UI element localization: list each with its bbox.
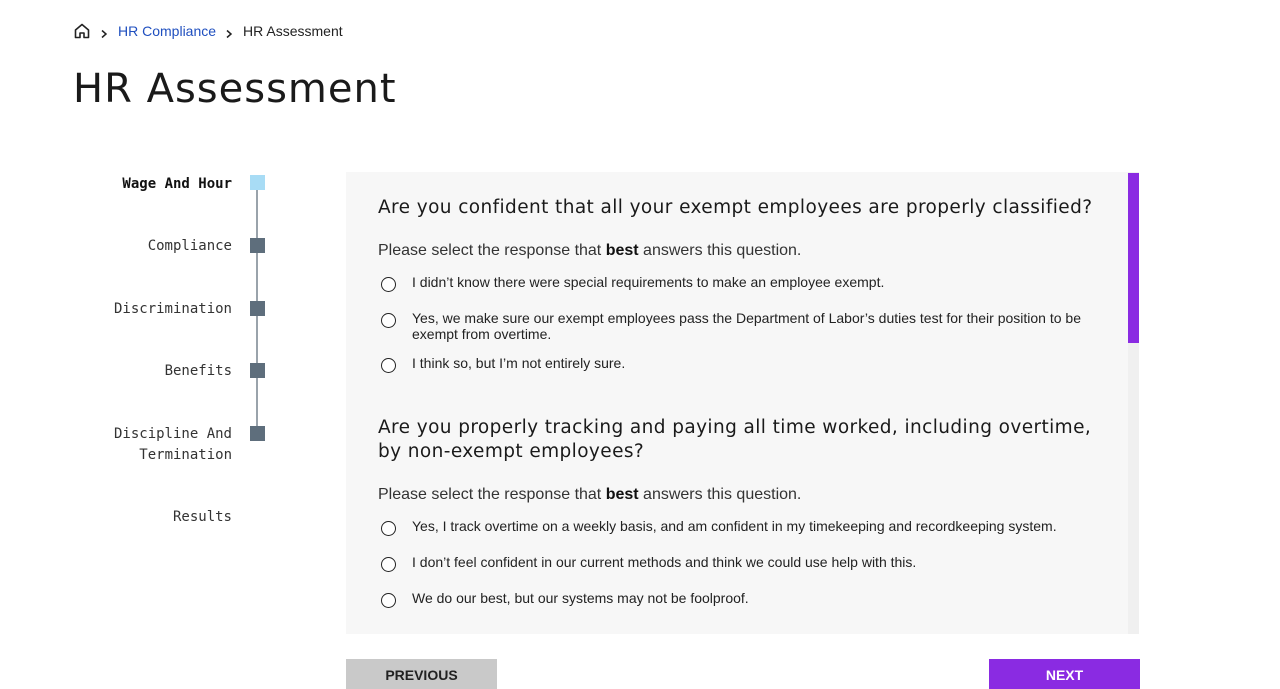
step-label-wage-and-hour: Wage And Hour xyxy=(122,176,232,192)
answer-option[interactable]: I didn’t know there were special requirements to make an employee exempt. xyxy=(378,274,1098,290)
step-label-discrimination: Discrimination xyxy=(113,301,232,317)
step-marker-compliance xyxy=(250,238,265,253)
step-label-results: Results xyxy=(172,509,232,525)
scrollbar-thumb[interactable] xyxy=(1128,173,1139,343)
answer-option[interactable]: Yes, I track overtime on a weekly basis, and am confident in my timekeeping and recordkeeping system. xyxy=(378,518,1098,534)
step-marker-wage-and-hour xyxy=(250,175,265,190)
radio-button[interactable] xyxy=(381,593,396,608)
chevron-right-icon xyxy=(224,26,234,36)
step-marker-benefits xyxy=(250,363,265,378)
step-label-compliance: Compliance xyxy=(147,238,232,254)
radio-button[interactable] xyxy=(381,557,396,572)
page-title: HR Assessment xyxy=(73,66,397,112)
question-2 xyxy=(378,416,1098,606)
home-icon[interactable] xyxy=(73,22,91,40)
radio-button[interactable] xyxy=(381,277,396,292)
answer-option[interactable]: I think so, but I’m not entirely sure. xyxy=(378,355,1098,371)
chevron-right-icon xyxy=(99,26,109,36)
previous-button[interactable]: PREVIOUS xyxy=(346,659,497,689)
answer-option[interactable]: We do our best, but our systems may not be foolproof. xyxy=(378,590,1098,606)
step-label-benefits: Benefits xyxy=(164,363,232,379)
step-marker-discipline-and-termination xyxy=(250,426,265,441)
radio-button[interactable] xyxy=(381,313,396,328)
step-label-discipline-and-termination: Discipline And Termination xyxy=(113,426,232,463)
breadcrumb xyxy=(73,21,343,41)
answer-option[interactable]: I don’t feel confident in our current methods and think we could use help with this. xyxy=(378,554,1098,570)
answer-option[interactable]: Yes, we make sure our exempt employees pass the Department of Labor’s duties test for their position to be exempt from overtime. xyxy=(378,310,1098,342)
radio-button[interactable] xyxy=(381,358,396,373)
step-marker-discrimination xyxy=(250,301,265,316)
question-prompt: Please select the response that best answers this question. xyxy=(378,242,802,259)
question-prompt: Please select the response that best answers this question. xyxy=(378,486,802,503)
breadcrumb-link-hr-compliance[interactable]: HR Compliance xyxy=(118,23,217,39)
progress-stepper xyxy=(0,170,280,550)
question-title: Are you confident that all your exempt employees are properly classified? xyxy=(378,197,1093,218)
breadcrumb-current: HR Assessment xyxy=(243,23,343,39)
question-title: Are you properly tracking and paying all time worked, including overtime, by non-exempt employees? xyxy=(378,417,1092,462)
scrollbar[interactable] xyxy=(1128,172,1139,634)
radio-button[interactable] xyxy=(381,521,396,536)
question-1 xyxy=(378,196,1098,371)
question-panel xyxy=(346,172,1139,634)
next-button[interactable]: NEXT xyxy=(989,659,1140,689)
